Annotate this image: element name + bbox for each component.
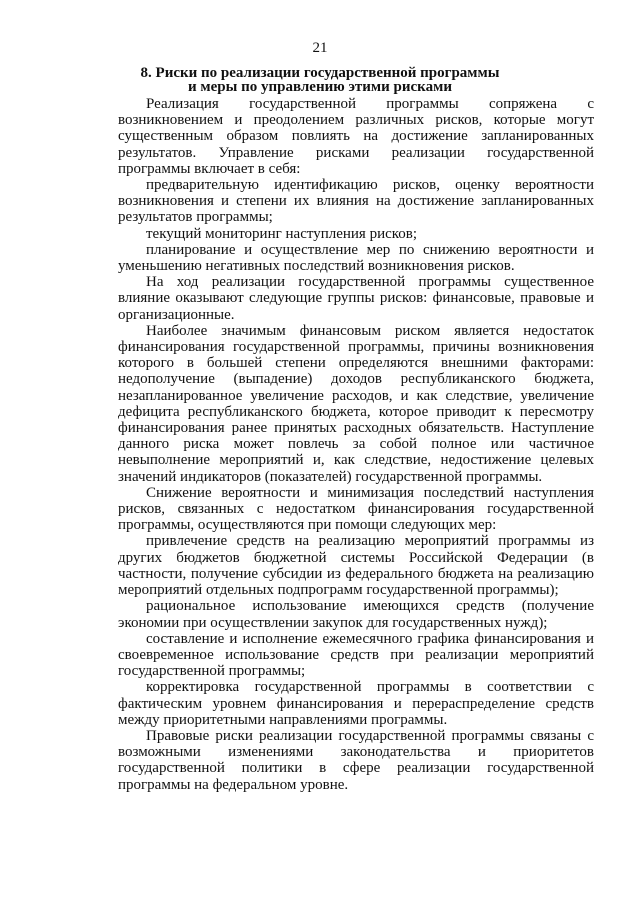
paragraph-measure-program-adjustment: корректировка государственной программы в соответствии с фактическим уровнем финансирования и перераспределение средств между приоритетными направлениями программы. — [118, 679, 594, 728]
page-number: 21 — [312, 40, 328, 56]
paragraph-risk-identification: предварительную идентификацию рисков, оценку вероятности возникновения и степени их влияния на достижение запланированных результатов программы; — [118, 177, 594, 226]
paragraph-measure-attract-funds: привлечение средств на реализацию мероприятий программы из других бюджетов бюджетной системы Российской Федерации (в частности, получение субсидии из федерального бюджета на реализацию мероприятий отдельных подпрограмм государственной программы); — [118, 533, 594, 599]
section-body — [118, 96, 594, 793]
paragraph-risk-monitoring: текущий мониторинг наступления рисков; — [146, 225, 418, 242]
section-title-line-1: 8. Риски по реализации государственной программы — [140, 65, 500, 81]
paragraph-financial-risk: Наиболее значимым финансовым риском является недостаток финансирования государственной программы, причины возникновения которого в большей степени определяются внешними факторами: недополучение (выпадение) доходов республиканского бюджета, незапланированное увеличение расходов, и как следствие, увеличение дефицита республиканского бюджета, которое приводит к пересмотру финансирования ранее принятых расходных обязательств. Наступление данного риска может повлечь за собой полное или частичное невыполнение мероприятий и, как следствие, недостижение целевых значений индикаторов (показателей) государственной программы. — [118, 322, 594, 485]
paragraph-measure-rational-use: рациональное использование имеющихся средств (получение экономии при осуществлении закупок для государственных нужд); — [118, 598, 594, 631]
paragraph-measure-monthly-schedule: составление и исполнение ежемесячного графика финансирования и своевременное использование средств при реализации мероприятий государственной программы; — [118, 630, 594, 680]
paragraph-risk-mitigation-planning: планирование и осуществление мер по снижению вероятности и уменьшению негативных последствий возникновения рисков. — [118, 241, 594, 275]
paragraph-risk-groups: На ход реализации государственной программы существенное влияние оказывают следующие группы рисков: финансовые, правовые и организационные. — [118, 274, 594, 323]
section-title — [120, 66, 520, 94]
section-title-line-2: и меры по управлению этими рисками — [188, 79, 452, 95]
paragraph-risk-management-intro: Реализация государственной программы сопряжена с возникновением и преодолением различных рисков, которые могут существенным образом повлиять на достижение запланированных результатов. Управление рисками реализации государственной программы включает в себя: — [118, 96, 594, 177]
paragraph-legal-risks: Правовые риски реализации государственной программы связаны с возможными изменениями законодательства и приоритетов государственной политики в сфере реализации государственной программы на федеральном уровне. — [118, 727, 594, 793]
paragraph-financial-measures-intro: Снижение вероятности и минимизация последствий наступления рисков, связанных с недостатком финансирования государственной программы, осуществляются при помощи следующих мер: — [118, 484, 594, 534]
